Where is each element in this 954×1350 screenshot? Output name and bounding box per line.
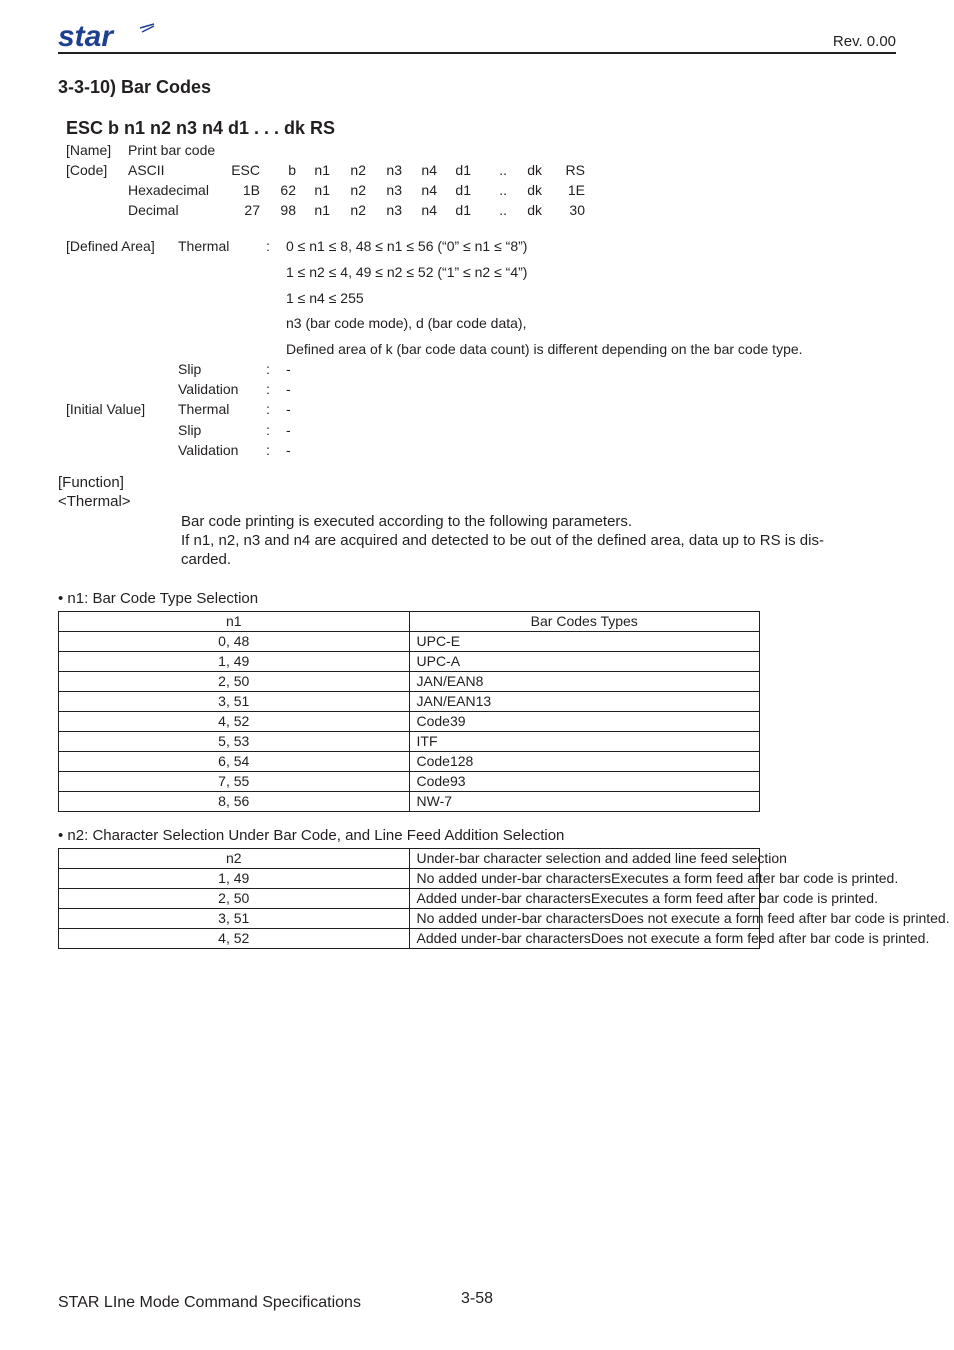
n1-table-caption: • n1: Bar Code Type Selection <box>58 590 259 607</box>
table-row <box>59 672 760 692</box>
defined-line: Defined area of k (bar code data count) is different depending on the bar code type. <box>286 341 803 357</box>
code-cell: n3 <box>386 202 402 218</box>
table-cell: 0, 48 <box>59 632 410 652</box>
table-row <box>59 732 760 752</box>
code-cell: n4 <box>421 162 437 178</box>
defined-line: 0 ≤ n1 ≤ 8, 48 ≤ n1 ≤ 56 (“0” ≤ n1 ≤ “8”) <box>286 238 528 254</box>
table-header: Bar Codes Types <box>409 612 760 632</box>
table-cell: No added under-bar charactersDoes not execute a form feed after bar code is printed. <box>409 909 760 929</box>
header-rule <box>58 52 896 54</box>
colon: : <box>266 401 270 417</box>
table-cell: 1, 49 <box>59 869 410 889</box>
table-cell: NW-7 <box>409 792 760 812</box>
function-label: [Function] <box>58 474 124 491</box>
table-cell: Added under-bar charactersDoes not execute a form feed after bar code is printed. <box>409 929 760 949</box>
initial-validation-label: Validation <box>178 442 239 458</box>
table-cell: 2, 50 <box>59 889 410 909</box>
code-cell: 27 <box>244 202 260 218</box>
table-cell: JAN/EAN13 <box>409 692 760 712</box>
table-row <box>59 889 760 909</box>
colon: : <box>266 442 270 458</box>
table-cell: JAN/EAN8 <box>409 672 760 692</box>
colon: : <box>266 238 270 254</box>
initial-validation-value: - <box>286 442 291 458</box>
name-value: Print bar code <box>128 142 216 158</box>
n2-table <box>58 848 950 949</box>
defined-thermal-label: Thermal <box>178 238 230 254</box>
star-logo <box>58 20 156 53</box>
table-cell: 7, 55 <box>59 772 410 792</box>
code-cell: n3 <box>386 162 402 178</box>
code-cell: n2 <box>350 202 366 218</box>
colon: : <box>266 361 270 377</box>
n2-table-caption: • n2: Character Selection Under Bar Code, and Line Feed Addition Selection <box>58 827 565 844</box>
name-label: [Name] <box>66 142 112 158</box>
function-text: Bar code printing is executed according to the following parameters. <box>181 513 633 530</box>
code-cell: n1 <box>314 182 330 198</box>
table-row <box>59 632 760 652</box>
code-cell: n4 <box>421 182 437 198</box>
code-cell: n4 <box>421 202 437 218</box>
page-number: 3-58 <box>461 1290 494 1307</box>
table-row <box>59 792 760 812</box>
code-row-label: Hexadecimal <box>128 182 209 198</box>
code-cell: d1 <box>455 182 471 198</box>
function-text: carded. <box>181 551 232 568</box>
initial-thermal-value: - <box>286 401 291 417</box>
table-row <box>59 692 760 712</box>
code-cell: n2 <box>350 162 366 178</box>
table-cell: UPC-A <box>409 652 760 672</box>
table-cell: 4, 52 <box>59 712 410 732</box>
table-cell: ITF <box>409 732 760 752</box>
table-row <box>59 909 760 929</box>
table-row <box>59 869 760 889</box>
code-cell: .. <box>499 202 507 218</box>
code-cell: n2 <box>350 182 366 198</box>
code-row-label: Decimal <box>128 202 179 218</box>
code-cell: .. <box>499 182 507 198</box>
code-cell: 98 <box>280 202 296 218</box>
table-cell: Added under-bar charactersExecutes a form feed after bar code is printed. <box>409 889 760 909</box>
table-header-row <box>59 849 760 869</box>
table-cell: Code93 <box>409 772 760 792</box>
table-cell: 6, 54 <box>59 752 410 772</box>
defined-validation-value: - <box>286 381 291 397</box>
table-row <box>59 929 760 949</box>
code-cell: 30 <box>569 202 585 218</box>
code-cell: dk <box>527 162 542 178</box>
table-cell: 4, 52 <box>59 929 410 949</box>
initial-thermal-label: Thermal <box>178 401 230 417</box>
code-cell: 62 <box>280 182 296 198</box>
initial-value-label: [Initial Value] <box>66 401 146 417</box>
code-cell: RS <box>565 162 585 178</box>
revision: Rev. 0.00 <box>832 33 896 50</box>
code-cell: dk <box>527 202 542 218</box>
defined-line: 1 ≤ n2 ≤ 4, 49 ≤ n2 ≤ 52 (“1” ≤ n2 ≤ “4”) <box>286 264 528 280</box>
code-cell: dk <box>527 182 542 198</box>
code-row-label: ASCII <box>128 162 165 178</box>
table-header: Under-bar character selection and added line feed selection <box>409 849 760 869</box>
table-cell: 3, 51 <box>59 909 410 929</box>
footer-title: STAR LIne Mode Command Specifications <box>58 1294 361 1311</box>
initial-slip-label: Slip <box>178 422 202 438</box>
table-header-row <box>59 612 760 632</box>
table-row <box>59 752 760 772</box>
table-cell: No added under-bar charactersExecutes a form feed after bar code is printed. <box>409 869 760 889</box>
function-text: If n1, n2, n3 and n4 are acquired and detected to be out of the defined area, data up to RS is dis- <box>181 532 824 549</box>
code-cell: 1E <box>567 182 585 198</box>
defined-validation-label: Validation <box>178 381 239 397</box>
star-logo-text: star <box>58 20 114 53</box>
section-title: 3-3-10) Bar Codes <box>58 77 212 97</box>
table-cell: Code128 <box>409 752 760 772</box>
code-cell: n1 <box>314 162 330 178</box>
command-title: ESC b n1 n2 n3 n4 d1 . . . dk RS <box>66 118 336 138</box>
defined-line: n3 (bar code mode), d (bar code data), <box>286 315 527 331</box>
defined-line: 1 ≤ n4 ≤ 255 <box>286 290 364 306</box>
code-cell: .. <box>499 162 507 178</box>
table-cell: 1, 49 <box>59 652 410 672</box>
code-cell: ESC <box>231 162 260 178</box>
defined-slip-label: Slip <box>178 361 202 377</box>
code-cell: n1 <box>314 202 330 218</box>
table-cell: UPC-E <box>409 632 760 652</box>
initial-slip-value: - <box>286 422 291 438</box>
table-header: n2 <box>59 849 410 869</box>
table-row <box>59 712 760 732</box>
code-label: [Code] <box>66 162 108 178</box>
code-cell: b <box>288 162 296 178</box>
n1-table <box>58 611 760 812</box>
code-cell: n3 <box>386 182 402 198</box>
table-row <box>59 652 760 672</box>
code-cell: d1 <box>455 202 471 218</box>
table-cell: 8, 56 <box>59 792 410 812</box>
table-cell: 2, 50 <box>59 672 410 692</box>
table-cell: Code39 <box>409 712 760 732</box>
code-cell: d1 <box>455 162 471 178</box>
defined-area-label: [Defined Area] <box>66 238 155 254</box>
function-sublabel: <Thermal> <box>58 493 131 510</box>
table-row <box>59 772 760 792</box>
defined-slip-value: - <box>286 361 291 377</box>
table-header: n1 <box>59 612 410 632</box>
colon: : <box>266 381 270 397</box>
code-cell: 1B <box>242 182 260 198</box>
table-cell: 5, 53 <box>59 732 410 752</box>
colon: : <box>266 422 270 438</box>
table-cell: 3, 51 <box>59 692 410 712</box>
